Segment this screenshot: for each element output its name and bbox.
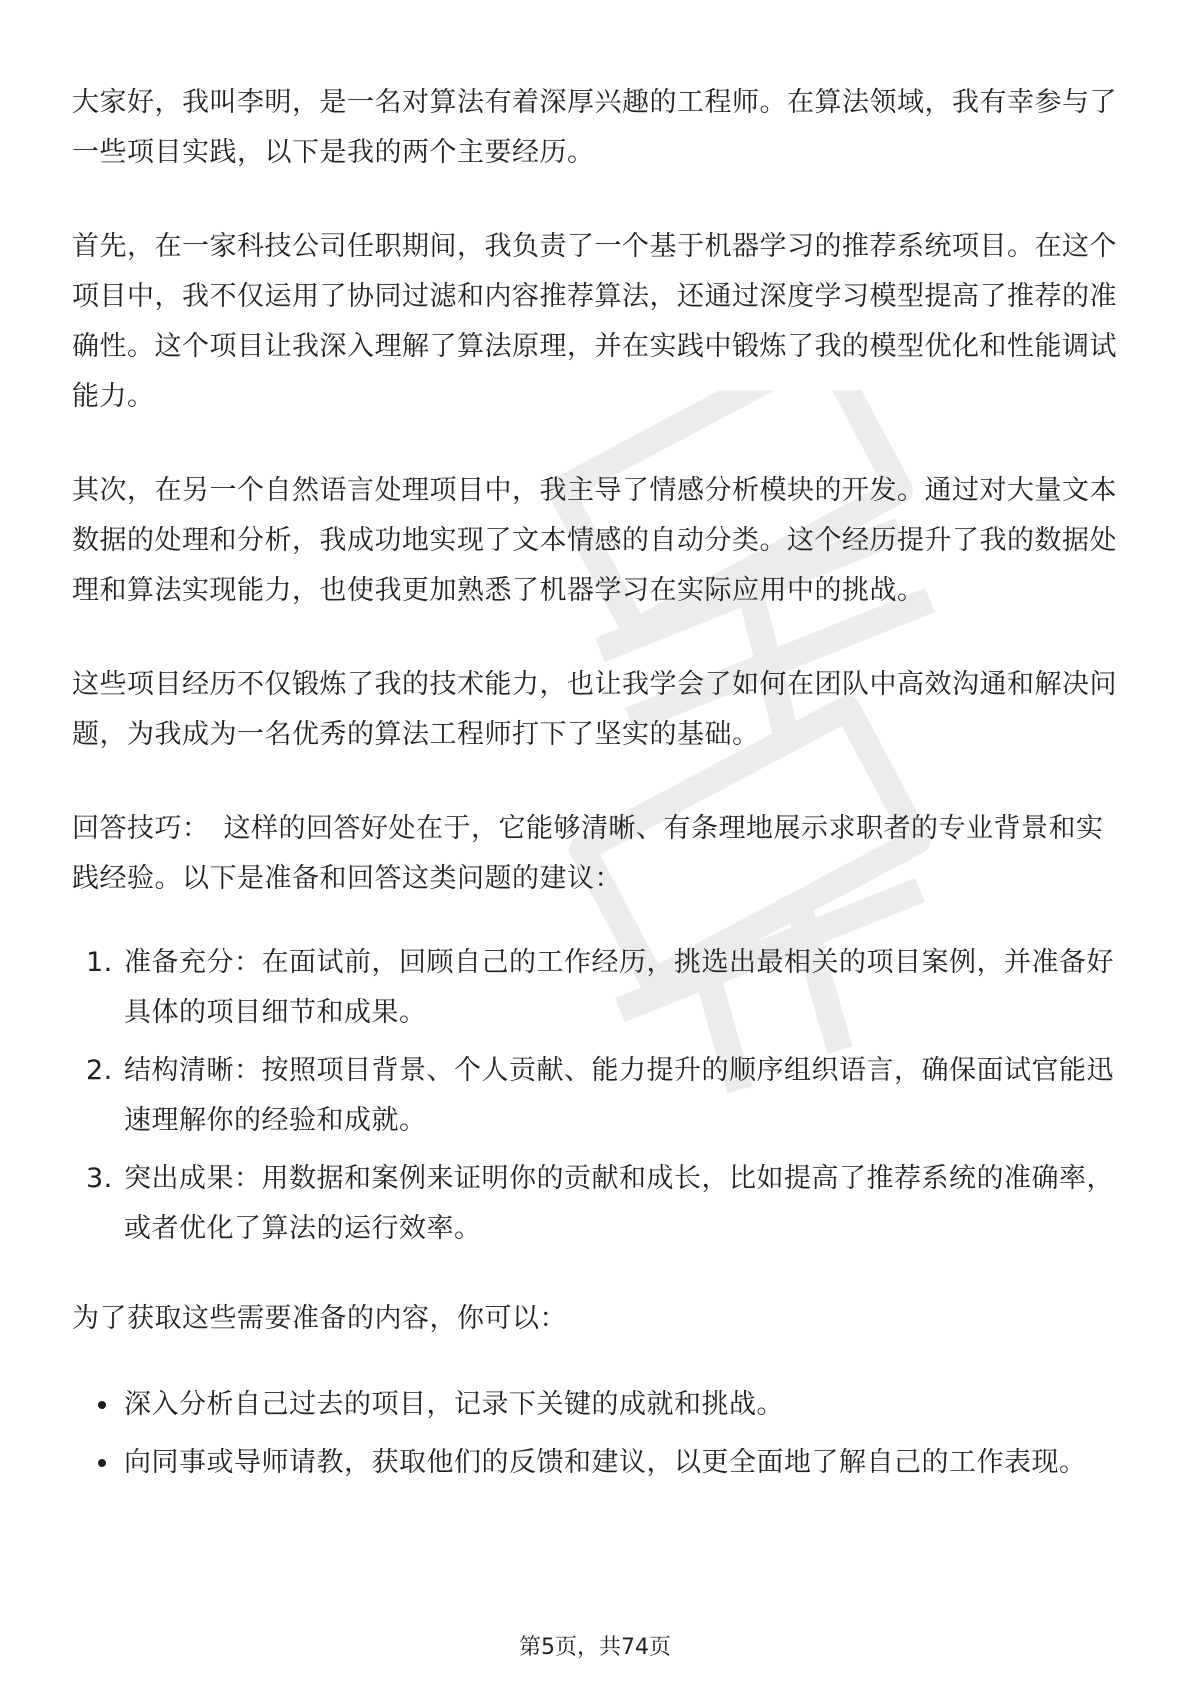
- list-number: 1.: [86, 947, 113, 978]
- list-item-text: 深入分析自己过去的项目，记录下关键的成就和挑战。: [124, 1389, 784, 1420]
- preparation-intro: 为了获取这些需要准备的内容，你可以：: [72, 1303, 567, 1334]
- paragraph-second-project: 其次，在另一个自然语言处理项目中，我主导了情感分析模块的开发。通过对大量文本数据的处理和分析，我成功地实现了文本情感的自动分类。这个经历提升了我的数据处理和算法实现能力，也使我更加熟悉了机器学习在实际应用中的挑战。: [72, 475, 1117, 606]
- list-number: 3.: [86, 1163, 113, 1194]
- list-item: [72, 1438, 1122, 1488]
- paragraph-summary: 这些项目经历不仅锻炼了我的技术能力，也让我学会了如何在团队中高效沟通和解决问题，为我成为一名优秀的算法工程师打下了坚实的基础。: [72, 669, 1117, 750]
- list-item-text: 向同事或导师请教，获取他们的反馈和建议，以更全面地了解自己的工作表现。: [124, 1447, 1087, 1478]
- document-body: [72, 78, 1122, 1496]
- page-number: 第5页，共74页: [519, 1635, 671, 1660]
- answer-tips-text: 这样的回答好处在于，它能够清晰、有条理地展示求职者的专业背景和实践经验。以下是准备和回答这类问题的建议：: [72, 813, 1104, 894]
- suggestion-list: [72, 938, 1122, 1254]
- list-item: [72, 938, 1122, 1038]
- answer-tips-label: 回答技巧：: [72, 813, 210, 844]
- paragraph-intro: 大家好，我叫李明，是一名对算法有着深厚兴趣的工程师。在算法领域，我有幸参与了一些项目实践，以下是我的两个主要经历。: [72, 87, 1117, 168]
- answer-tips: [72, 804, 1122, 904]
- list-number: 2.: [86, 1055, 113, 1086]
- list-item: [72, 1154, 1122, 1254]
- list-item: [72, 1380, 1122, 1430]
- list-item: [72, 1046, 1122, 1146]
- list-item-text: 结构清晰：按照项目背景、个人贡献、能力提升的顺序组织语言，确保面试官能迅速理解你的经验和成就。: [124, 1055, 1114, 1136]
- bullet-icon: [98, 1401, 106, 1409]
- paragraph-first-project: 首先，在一家科技公司任职期间，我负责了一个基于机器学习的推荐系统项目。在这个项目中，我不仅运用了协同过滤和内容推荐算法，还通过深度学习模型提高了推荐的准确性。这个项目让我深入理解了算法原理，并在实践中锻炼了我的模型优化和性能调试能力。: [72, 231, 1117, 412]
- preparation-list: [72, 1380, 1122, 1488]
- list-item-text: 准备充分：在面试前，回顾自己的工作经历，挑选出最相关的项目案例，并准备好具体的项目细节和成果。: [124, 947, 1114, 1028]
- list-item-text: 突出成果：用数据和案例来证明你的贡献和成长，比如提高了推荐系统的准确率，或者优化了算法的运行效率。: [124, 1163, 1114, 1244]
- bullet-icon: [98, 1459, 106, 1467]
